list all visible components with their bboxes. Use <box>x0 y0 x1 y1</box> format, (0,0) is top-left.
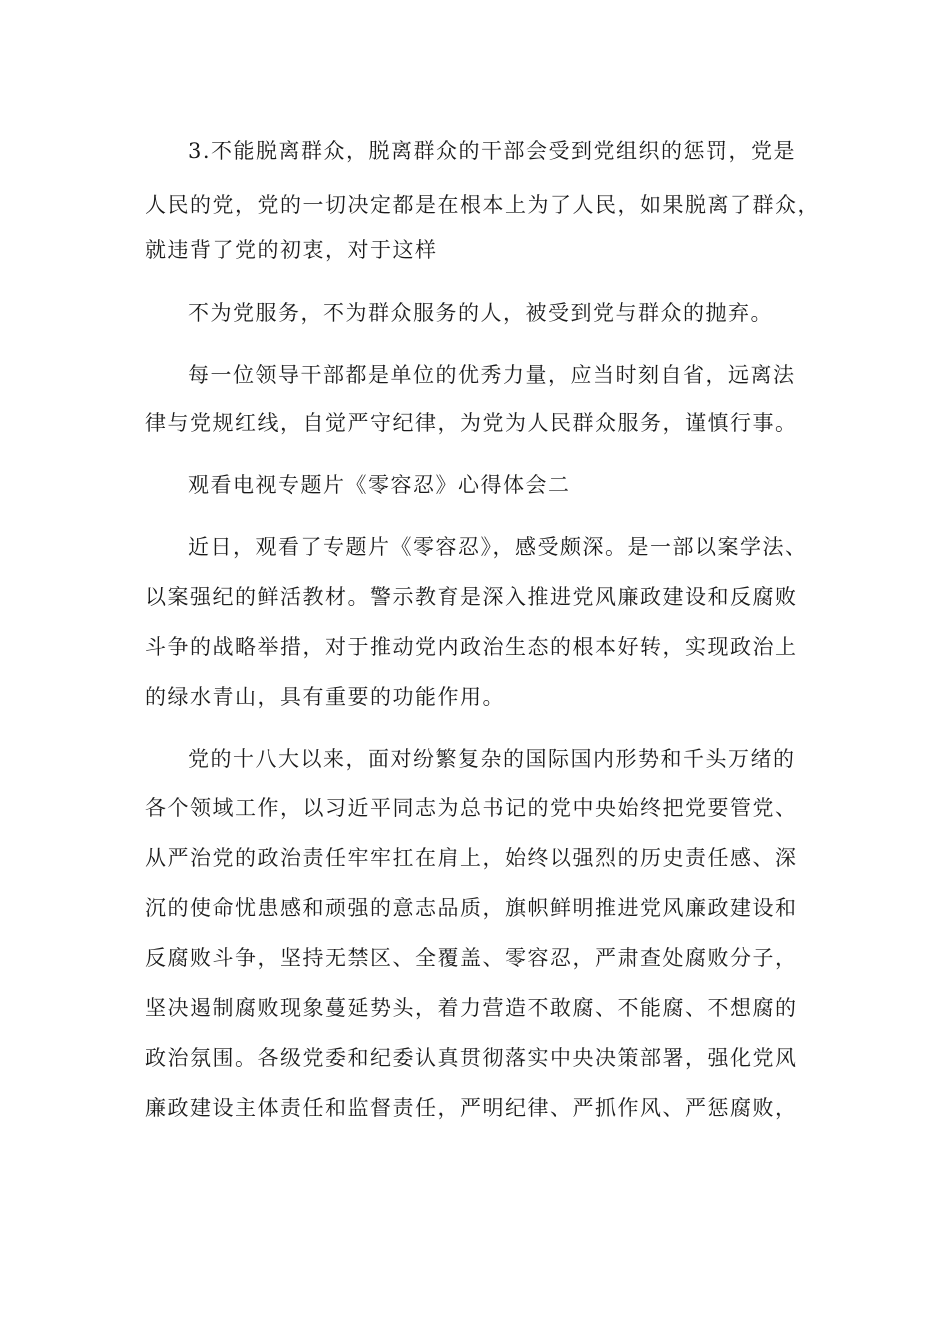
paragraph-5-line-7: 政治氛围。各级党委和纪委认真贯彻落实中央决策部署，强化党风 <box>145 1046 798 1070</box>
paragraph-4-line-1: 近日，观看了专题片《零容忍》，感受颇深。是一部以案学法、 <box>188 535 808 559</box>
paragraph-5-line-3: 从严治党的政治责任牢牢扛在肩上，始终以强烈的历史责任感、深 <box>145 846 798 870</box>
paragraph-5-line-2: 各个领域工作，以习近平同志为总书记的党中央始终把党要管党、 <box>145 796 798 820</box>
paragraph-5-line-6: 坚决遏制腐败现象蔓延势头，着力营造不敢腐、不能腐、不想腐的 <box>145 996 798 1020</box>
paragraph-1-line-1: 3.不能脱离群众，脱离群众的干部会受到党组织的惩罚，党是 <box>188 139 797 163</box>
paragraph-5-line-5: 反腐败斗争，坚持无禁区、全覆盖、零容忍，严肃查处腐败分子， <box>145 946 798 970</box>
section-heading: 观看电视专题片《零容忍》心得体会二 <box>188 473 571 497</box>
paragraph-1-line-3: 就违背了党的初衷，对于这样 <box>145 238 438 262</box>
paragraph-4-line-3: 斗争的战略举措，对于推动党内政治生态的根本好转，实现政治上 <box>145 635 798 659</box>
paragraph-4-line-4: 的绿水青山，具有重要的功能作用。 <box>145 685 505 709</box>
paragraph-5-line-4: 沉的使命忧患感和顽强的意志品质，旗帜鲜明推进党风廉政建设和 <box>145 896 798 920</box>
paragraph-2-line-1: 不为党服务，不为群众服务的人，被受到党与群众的抛弃。 <box>188 301 773 325</box>
paragraph-4-line-2: 以案强纪的鲜活教材。警示教育是深入推进党风廉政建设和反腐败 <box>145 585 798 609</box>
paragraph-5-line-8: 廉政建设主体责任和监督责任，严明纪律、严抓作风、严惩腐败， <box>145 1096 798 1120</box>
paragraph-3-line-2: 律与党规红线，自觉严守纪律，为党为人民群众服务，谨慎行事。 <box>145 411 798 435</box>
paragraph-1-line-2: 人民的党，党的一切决定都是在根本上为了人民，如果脱离了群众， <box>145 193 820 217</box>
paragraph-5-line-1: 党的十八大以来，面对纷繁复杂的国际国内形势和千头万绪的 <box>188 747 796 771</box>
paragraph-3-line-1: 每一位领导干部都是单位的优秀力量，应当时刻自省，远离法 <box>188 363 796 387</box>
